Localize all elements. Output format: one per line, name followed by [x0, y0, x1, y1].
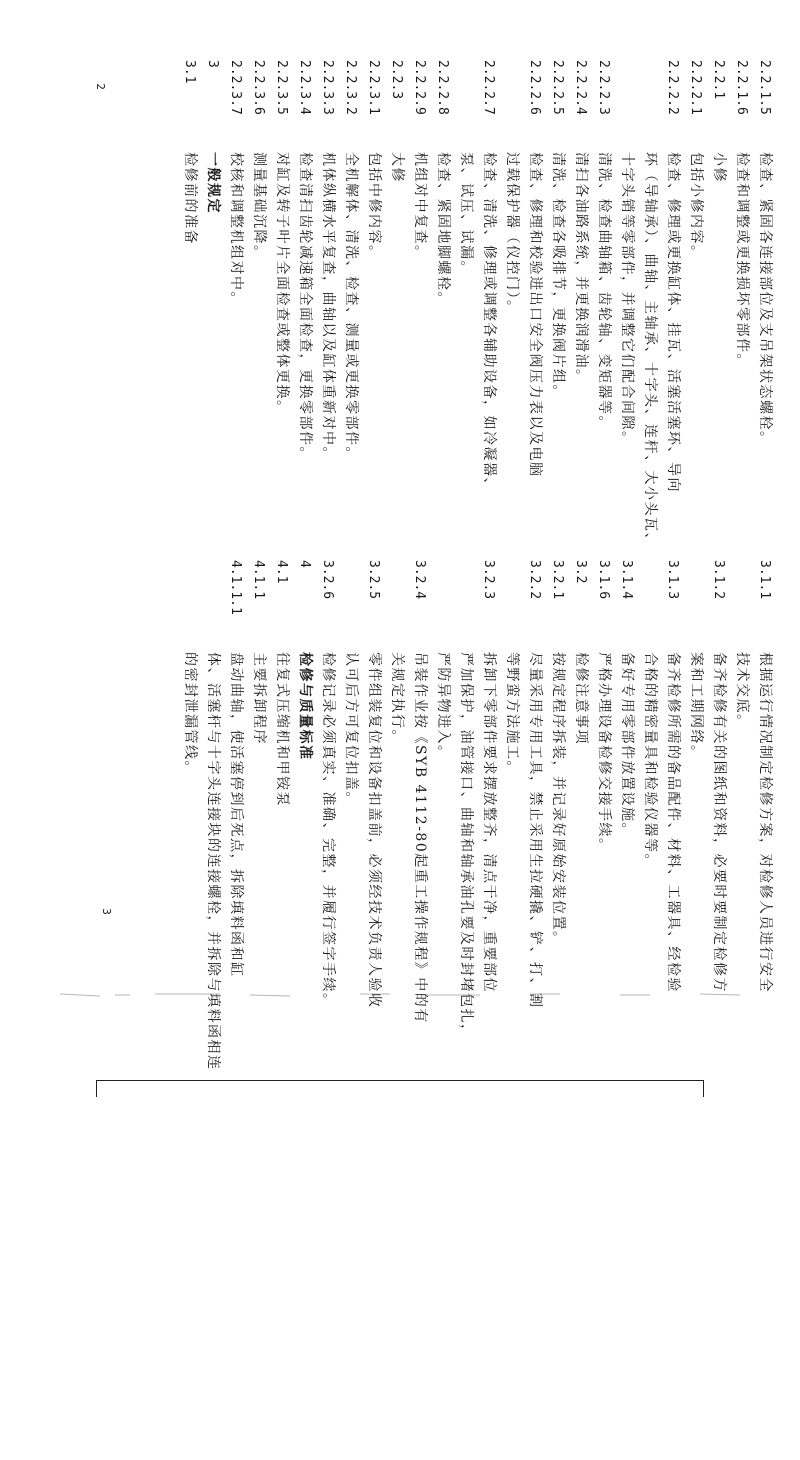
clause-number: 3.2.4 [412, 560, 427, 600]
clause-text: 环（导轴承）、曲轴、主轴承、十字头、连杆、大小头瓦、 [642, 152, 658, 548]
text-line [754, 60, 775, 447]
text-line [363, 60, 384, 261]
bottom-frame [96, 1080, 704, 1097]
clause-number: 2.2.1 [711, 60, 726, 100]
text-line [456, 60, 476, 276]
clause-text: 检查清扫齿轮减速箱全面检查，更换零部件。 [297, 152, 313, 462]
clause-text: 的密封泄漏管线。 [182, 652, 198, 776]
text-line [225, 60, 246, 307]
text-line [640, 560, 660, 869]
text-line [271, 60, 292, 416]
text-line [708, 560, 729, 993]
clause-text: 小修 [711, 152, 727, 183]
clause-text: 往复式压缩机和甲铵泵 [274, 652, 290, 807]
section-heading: 检修与质量标准 [297, 652, 313, 761]
clause-text: 合格的精密量具和检验仪器等。 [642, 652, 658, 869]
clause-text: 检修记录必须真实、准确、完整，并履行签字手续。 [320, 652, 336, 1009]
text-line [248, 560, 269, 745]
clause-text: 根据运行情况制定检修方案，对检修人员进行安全 [757, 652, 773, 993]
text-line [432, 60, 453, 307]
clause-number: 2.2.2.1 [688, 60, 703, 115]
clause-number: 3.2.5 [366, 560, 381, 600]
text-line [478, 60, 499, 493]
clause-number: 3.1.4 [619, 560, 634, 600]
page-number-right: 3 [99, 908, 113, 915]
clause-number: 3.1.6 [596, 560, 611, 600]
clause-text: 尽量采用专用工具，禁止采用生拉硬撬、铲、打、割 [527, 652, 543, 1009]
clause-number: 2.2.1.6 [734, 60, 749, 115]
clause-text: 泵、试压、试漏。 [458, 152, 474, 276]
clause-number: 3.1.1 [757, 560, 772, 600]
clause-number: 2.2.3.3 [320, 60, 335, 115]
clause-text: 技术交底。 [734, 652, 750, 730]
clause-text: 包括中修内容。 [366, 152, 382, 261]
clause-text: 十字头销等零部件，并调整它们配合间隙。 [619, 152, 635, 447]
clause-number: 4.1.1 [251, 560, 266, 600]
text-line [732, 560, 752, 730]
clause-text: 严防异物进入。 [435, 652, 451, 761]
text-line [341, 560, 361, 807]
clause-number: 3.2.1 [550, 560, 565, 600]
text-line [179, 60, 200, 245]
clause-text: 体、活塞杆与十字头连接块的连接螺栓，并拆除与填料函相连 [205, 652, 221, 1071]
clause-text: 检查、紧固各连接部位及支吊架状态螺栓。 [757, 152, 773, 447]
clause-number: 4.1.1.1 [228, 560, 243, 615]
clause-text: 案和工期网络。 [688, 652, 704, 761]
right-page [155, 560, 775, 1460]
text-line [248, 60, 269, 261]
text-line [271, 560, 292, 807]
scan-noise [60, 990, 750, 1000]
clause-text: 检查、紧固地脚螺栓。 [435, 152, 451, 307]
clause-number: 2.2.3.7 [228, 60, 243, 115]
clause-text: 全机解体、清洗、检查、测量或更换零部件。 [343, 152, 359, 462]
text-line [731, 60, 752, 369]
clause-text: 主要拆卸程序 [251, 652, 267, 745]
clause-number: 3 [205, 60, 220, 68]
text-line [593, 60, 614, 431]
text-line [616, 560, 637, 838]
clause-text: 大修 [389, 152, 405, 183]
clause-text: 检修注意事项 [573, 652, 589, 745]
text-line [502, 560, 522, 776]
clause-number: 2.2.3.2 [343, 60, 358, 115]
text-line [433, 560, 453, 761]
clause-text: 检查和调整或更换损坏零部件。 [734, 152, 750, 369]
text-line [524, 60, 545, 478]
text-line [662, 560, 683, 993]
clause-number: 3.1 [182, 60, 197, 84]
clause-text: 检查、修理和校验进出口安全阀压力表以及电脑 [527, 152, 543, 478]
clause-text: 盘动曲轴，使活塞停到后死点，拆除填料函和缸 [228, 652, 244, 978]
text-line [317, 60, 338, 462]
clause-text: 备齐检修所需的备品配件、材料、工器具、经检验 [665, 652, 681, 993]
text-line [386, 60, 407, 183]
clause-number: 2.2.2.5 [550, 60, 565, 115]
text-line [662, 60, 683, 493]
clause-number: 2.2.2.8 [435, 60, 450, 115]
clause-text: 检查、清洗、修理或调整各辅助设备，如冷凝器、 [481, 152, 497, 493]
clause-text: 等野蛮方法施工。 [504, 652, 520, 776]
clause-number: 3.2 [573, 560, 588, 584]
clause-text: 备齐检修有关的图纸和资料，必要时要制定检修方 [711, 652, 727, 993]
clause-number: 2.2.3.5 [274, 60, 289, 115]
clause-text: 机体纵横水平复查，曲轴以及缸体重新对中。 [320, 152, 336, 462]
clause-text: 清扫各油路系统，并更换润滑油。 [573, 152, 589, 385]
text-line [754, 560, 775, 993]
clause-number: 2.2.2.6 [527, 60, 542, 115]
clause-text: 按规定程序拆装，并记录好原始安装位置。 [550, 652, 566, 947]
text-line [685, 60, 706, 261]
page-number-left: 2 [93, 83, 107, 90]
text-line [409, 560, 430, 1024]
clause-number: 2.2.2.4 [573, 60, 588, 115]
text-line [570, 560, 591, 745]
clause-text: 清洗、检查各吸排节，更换阀片组。 [550, 152, 566, 400]
clause-text: 对缸及转子叶片全面检查或整体更换。 [274, 152, 290, 416]
clause-text: 校核和调整机组对中。 [228, 152, 244, 307]
text-line [708, 60, 729, 183]
text-line [202, 60, 223, 214]
text-line [363, 560, 384, 1009]
text-line [456, 560, 476, 1040]
clause-text: 机组对中复查。 [412, 152, 428, 261]
clause-number: 2.2.3.1 [366, 60, 381, 115]
text-line [180, 560, 200, 776]
clause-text: 拆卸下零部件要求摆放整齐，清点干净，重要部位 [481, 652, 497, 993]
text-line [524, 560, 545, 1009]
clause-text: 测量基础沉降。 [251, 152, 267, 261]
clause-number: 3.2.3 [481, 560, 496, 600]
text-line [387, 560, 407, 745]
text-line [617, 60, 637, 447]
clause-text: 关规定执行。 [389, 652, 405, 745]
text-line [340, 60, 361, 462]
clause-text: 过载保护器（仪控门）。 [504, 152, 520, 316]
clause-text: 吊装作业按《SYB 4112-80起重工操作规程》中的有 [412, 652, 428, 1024]
clause-number: 2.2.2.7 [481, 60, 496, 115]
text-line [317, 560, 338, 1009]
clause-number: 4 [297, 560, 312, 568]
text-line [593, 560, 614, 854]
text-line [547, 60, 568, 400]
text-line [225, 560, 246, 978]
text-line [409, 60, 430, 261]
clause-number: 2.2.2.2 [665, 60, 680, 115]
clause-text: 严加保护，油管接口、曲轴和轴承油孔要及时封堵包扎， [458, 652, 474, 1040]
text-line [547, 560, 568, 947]
clause-number: 3.2.2 [527, 560, 542, 600]
section-heading: 一般规定 [205, 152, 221, 214]
clause-text: 包括小修内容。 [688, 152, 704, 261]
clause-number: 2.2.2.9 [412, 60, 427, 115]
text-line [294, 560, 315, 761]
clause-number: 2.2.3 [389, 60, 404, 100]
text-line [686, 560, 706, 761]
clause-text: 严格办理设备检修交接手续。 [596, 652, 612, 854]
clause-number: 3.1.3 [665, 560, 680, 600]
clause-number: 2.2.1.5 [757, 60, 772, 115]
clause-number: 2.2.3.4 [297, 60, 312, 115]
text-line [640, 60, 660, 548]
text-line [294, 60, 315, 462]
clause-text: 检修前的准备 [182, 152, 198, 245]
clause-text: 检查、修理或更换缸体、挂瓦、活塞活塞环、导向 [665, 152, 681, 493]
text-line [478, 560, 499, 993]
clause-text: 清洗、检查曲轴箱、齿轮轴、变矩器等。 [596, 152, 612, 431]
clause-number: 4.1 [274, 560, 289, 584]
clause-number: 3.1.2 [711, 560, 726, 600]
clause-number: 3.2.6 [320, 560, 335, 600]
text-line [570, 60, 591, 385]
clause-text: 零件组装复位和设备扣盖前，必须经技术负责人验收 [366, 652, 382, 1009]
clause-text: 备好专用零部件放置设施。 [619, 652, 635, 838]
clause-number: 2.2.3.6 [251, 60, 266, 115]
clause-number: 2.2.2.3 [596, 60, 611, 115]
clause-text: 认可后方可复位扣盖。 [343, 652, 359, 807]
text-line [502, 60, 522, 316]
